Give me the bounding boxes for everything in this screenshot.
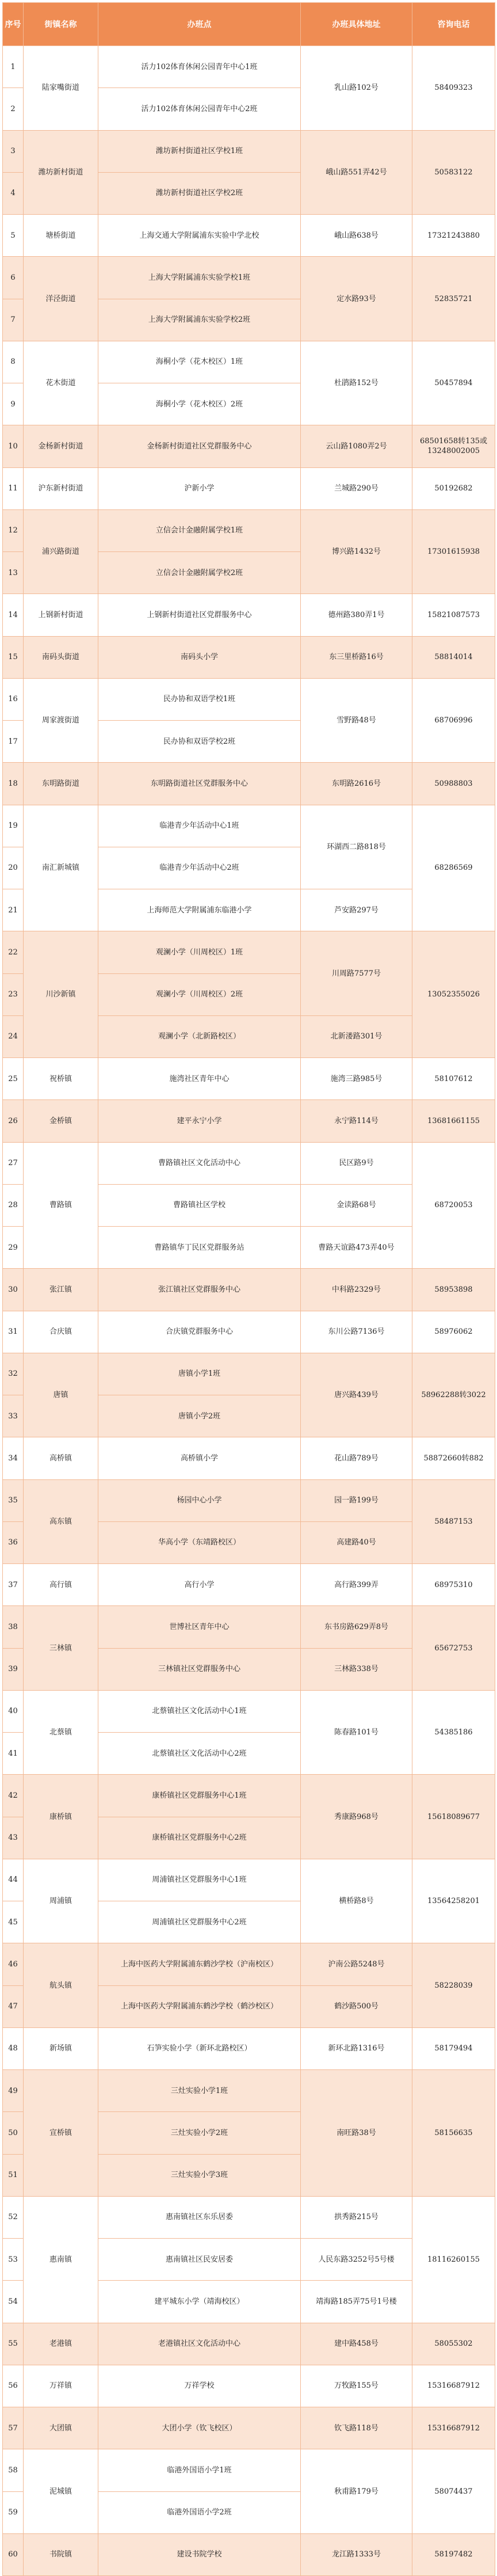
town-name: 高东镇 — [24, 1479, 98, 1564]
town-name: 老港镇 — [24, 2323, 98, 2365]
class-site: 立信会计金融附属学校2班 — [98, 552, 301, 594]
class-site: 三灶实验小学2班 — [98, 2112, 301, 2154]
site-address: 北新溇路301号 — [301, 1015, 412, 1057]
site-address: 三林路338号 — [301, 1648, 412, 1690]
table-row — [3, 341, 495, 383]
class-site: 东明路街道社区党群服务中心 — [98, 763, 301, 805]
site-address: 新环北路1316号 — [301, 2027, 412, 2069]
schedule-table-container — [2, 2, 495, 2576]
class-site: 临港外国语小学2班 — [98, 2491, 301, 2533]
table-body — [3, 46, 495, 2576]
row-number: 56 — [3, 2365, 24, 2407]
table-row — [3, 1100, 495, 1142]
site-address: 施湾三路985号 — [301, 1058, 412, 1100]
site-address: 曹路天谊路473弄40号 — [301, 1227, 412, 1269]
class-site: 建平城东小学（靖海校区） — [98, 2281, 301, 2323]
contact-phone: 58156635 — [412, 2070, 495, 2197]
contact-phone: 50988803 — [412, 763, 495, 805]
site-address: 建中路458号 — [301, 2323, 412, 2365]
table-row — [3, 2449, 495, 2491]
site-address: 雪野路48号 — [301, 678, 412, 763]
class-site: 惠南镇社区民安居委 — [98, 2239, 301, 2281]
town-name: 花木街道 — [24, 341, 98, 425]
contact-phone: 58197482 — [412, 2533, 495, 2575]
row-number: 14 — [3, 594, 24, 636]
table-header-row — [3, 3, 495, 46]
site-address: 德州路380弄1号 — [301, 594, 412, 636]
row-number: 8 — [3, 341, 24, 383]
contact-phone: 18116260155 — [412, 2196, 495, 2323]
site-address: 人民东路3252号5号楼 — [301, 2239, 412, 2281]
contact-phone: 58409323 — [412, 46, 495, 131]
row-number: 33 — [3, 1395, 24, 1437]
row-number: 48 — [3, 2027, 24, 2069]
class-site: 康桥镇社区党群服务中心1班 — [98, 1775, 301, 1817]
site-address: 南旺路38号 — [301, 2070, 412, 2197]
row-number: 29 — [3, 1227, 24, 1269]
row-number: 38 — [3, 1606, 24, 1648]
class-site: 杨园中心小学 — [98, 1479, 301, 1521]
contact-phone: 52835721 — [412, 257, 495, 341]
class-site: 建平永宁小学 — [98, 1100, 301, 1142]
class-site: 石笋实验小学（新环北路校区） — [98, 2027, 301, 2069]
site-address: 永宁路114号 — [301, 1100, 412, 1142]
row-number: 39 — [3, 1648, 24, 1690]
class-site: 沪新小学 — [98, 467, 301, 509]
row-number: 13 — [3, 552, 24, 594]
site-address: 兰城路290号 — [301, 467, 412, 509]
class-site: 活力102体育休闲公园青年中心2班 — [98, 88, 301, 130]
contact-phone: 58179494 — [412, 2027, 495, 2069]
class-site: 三灶实验小学1班 — [98, 2070, 301, 2112]
header-phone: 咨询电话 — [412, 3, 495, 46]
class-site: 上海中医药大学附属浦东鹤沙学校（鹤沙校区） — [98, 1985, 301, 2027]
site-address: 博兴路1432号 — [301, 509, 412, 594]
header-town: 街镇名称 — [24, 3, 98, 46]
contact-phone: 68286569 — [412, 805, 495, 931]
row-number: 21 — [3, 889, 24, 931]
row-number: 47 — [3, 1985, 24, 2027]
contact-phone: 58487153 — [412, 1479, 495, 1564]
row-number: 20 — [3, 847, 24, 889]
site-address: 唐兴路439号 — [301, 1353, 412, 1437]
row-number: 58 — [3, 2449, 24, 2491]
table-row — [3, 1606, 495, 1648]
town-name: 塘桥街道 — [24, 215, 98, 257]
town-name: 航头镇 — [24, 1943, 98, 2028]
table-row — [3, 805, 495, 847]
row-number: 44 — [3, 1859, 24, 1901]
row-number: 31 — [3, 1311, 24, 1353]
site-address: 定水路93号 — [301, 257, 412, 341]
table-row — [3, 2407, 495, 2449]
contact-phone: 15618089677 — [412, 1775, 495, 1859]
site-address: 花山路789号 — [301, 1437, 412, 1479]
table-row — [3, 2196, 495, 2238]
town-name: 周家渡街道 — [24, 678, 98, 763]
site-address: 东明路2616号 — [301, 763, 412, 805]
row-number: 30 — [3, 1269, 24, 1311]
row-number: 36 — [3, 1521, 24, 1563]
class-site: 建设书院学校 — [98, 2533, 301, 2575]
row-number: 49 — [3, 2070, 24, 2112]
class-site: 高行小学 — [98, 1564, 301, 1606]
class-site: 上海交通大学附属浦东实验中学北校 — [98, 215, 301, 257]
row-number: 41 — [3, 1733, 24, 1775]
town-name: 合庆镇 — [24, 1311, 98, 1353]
class-site: 三灶实验小学3班 — [98, 2154, 301, 2196]
class-site: 大团小学（钦飞校区） — [98, 2407, 301, 2449]
class-site: 北蔡镇社区文化活动中心2班 — [98, 1733, 301, 1775]
contact-phone: 15316687912 — [412, 2365, 495, 2407]
row-number: 53 — [3, 2239, 24, 2281]
class-site: 上海大学附属浦东实验学校1班 — [98, 257, 301, 299]
town-name: 沪东新村街道 — [24, 467, 98, 509]
town-name: 浦兴路街道 — [24, 509, 98, 594]
town-name: 潍坊新村街道 — [24, 130, 98, 215]
site-address: 云山路1080弄2号 — [301, 425, 412, 467]
site-address: 靖海路185弄75号1号楼 — [301, 2281, 412, 2323]
site-address: 钦飞路118号 — [301, 2407, 412, 2449]
row-number: 7 — [3, 299, 24, 341]
class-site: 上海师范大学附属浦东临港小学 — [98, 889, 301, 931]
town-name: 南码头街道 — [24, 636, 98, 678]
table-row — [3, 1269, 495, 1311]
class-site: 华高小学（东靖路校区） — [98, 1521, 301, 1563]
contact-phone: 58055302 — [412, 2323, 495, 2365]
site-address: 陈春路101号 — [301, 1690, 412, 1775]
header-site: 办班点 — [98, 3, 301, 46]
town-name: 张江镇 — [24, 1269, 98, 1311]
row-number: 2 — [3, 88, 24, 130]
contact-phone: 68975310 — [412, 1564, 495, 1606]
site-address: 高建路40号 — [301, 1521, 412, 1563]
town-name: 新场镇 — [24, 2027, 98, 2069]
table-row — [3, 1058, 495, 1100]
row-number: 37 — [3, 1564, 24, 1606]
town-name: 祝桥镇 — [24, 1058, 98, 1100]
class-site: 临港青少年活动中心1班 — [98, 805, 301, 847]
class-site: 金杨新村街道社区党群服务中心 — [98, 425, 301, 467]
class-site: 海桐小学（花木校区）1班 — [98, 341, 301, 383]
contact-phone: 13564258201 — [412, 1859, 495, 1943]
row-number: 19 — [3, 805, 24, 847]
contact-phone: 58962288转3022 — [412, 1353, 495, 1437]
town-name: 泥城镇 — [24, 2449, 98, 2534]
row-number: 11 — [3, 467, 24, 509]
table-row — [3, 2070, 495, 2112]
row-number: 12 — [3, 509, 24, 551]
class-site: 周浦镇社区党群服务中心2班 — [98, 1901, 301, 1943]
row-number: 28 — [3, 1184, 24, 1226]
contact-phone: 58228039 — [412, 1943, 495, 2028]
row-number: 15 — [3, 636, 24, 678]
table-row — [3, 1311, 495, 1353]
class-site: 万祥学校 — [98, 2365, 301, 2407]
class-site: 世博社区青年中心 — [98, 1606, 301, 1648]
table-row — [3, 257, 495, 299]
class-site: 唐镇小学1班 — [98, 1353, 301, 1395]
table-row — [3, 636, 495, 678]
town-name: 三林镇 — [24, 1606, 98, 1691]
row-number: 9 — [3, 383, 24, 425]
table-row — [3, 1775, 495, 1817]
row-number: 6 — [3, 257, 24, 299]
row-number: 51 — [3, 2154, 24, 2196]
row-number: 18 — [3, 763, 24, 805]
contact-phone: 13681661155 — [412, 1100, 495, 1142]
site-address: 秋甫路179号 — [301, 2449, 412, 2534]
town-name: 金桥镇 — [24, 1100, 98, 1142]
class-site: 曹路镇社区学校 — [98, 1184, 301, 1226]
table-row — [3, 2365, 495, 2407]
contact-phone: 68706996 — [412, 678, 495, 763]
table-row — [3, 763, 495, 805]
class-site: 观澜小学（川周校区）2班 — [98, 973, 301, 1015]
town-name: 川沙新镇 — [24, 931, 98, 1058]
site-address: 东川公路7136号 — [301, 1311, 412, 1353]
site-address: 高行路399弄 — [301, 1564, 412, 1606]
table-row — [3, 509, 495, 551]
site-address: 芦安路297号 — [301, 889, 412, 931]
town-name: 康桥镇 — [24, 1775, 98, 1859]
site-address: 园一路199号 — [301, 1479, 412, 1521]
class-site: 北蔡镇社区文化活动中心1班 — [98, 1690, 301, 1732]
class-site: 施湾社区青年中心 — [98, 1058, 301, 1100]
table-row — [3, 215, 495, 257]
table-row — [3, 2027, 495, 2069]
site-address: 峨山路638号 — [301, 215, 412, 257]
class-site: 惠南镇社区东乐居委 — [98, 2196, 301, 2238]
site-address: 峨山路551弄42号 — [301, 130, 412, 215]
town-name: 陆家嘴街道 — [24, 46, 98, 131]
table-row — [3, 931, 495, 973]
contact-phone: 58872660转882 — [412, 1437, 495, 1479]
class-site: 周浦镇社区党群服务中心1班 — [98, 1859, 301, 1901]
site-address: 环湖西二路818号 — [301, 805, 412, 889]
table-row — [3, 1943, 495, 1985]
contact-phone: 17301615938 — [412, 509, 495, 594]
row-number: 42 — [3, 1775, 24, 1817]
row-number: 34 — [3, 1437, 24, 1479]
row-number: 24 — [3, 1015, 24, 1057]
class-site: 观澜小学（北新路校区） — [98, 1015, 301, 1057]
contact-phone: 68720053 — [412, 1142, 495, 1269]
contact-phone: 58953898 — [412, 1269, 495, 1311]
class-site: 上海大学附属浦东实验学校2班 — [98, 299, 301, 341]
site-address: 沪南公路5248号 — [301, 1943, 412, 1985]
town-name: 洋泾街道 — [24, 257, 98, 341]
class-site: 潍坊新村街道社区学校2班 — [98, 172, 301, 214]
row-number: 35 — [3, 1479, 24, 1521]
contact-phone: 68501658转135或13248002005 — [412, 425, 495, 467]
table-row — [3, 2533, 495, 2575]
row-number: 60 — [3, 2533, 24, 2575]
site-address: 民区路9号 — [301, 1142, 412, 1184]
class-site: 曹路镇华丁民区党群服务站 — [98, 1227, 301, 1269]
row-number: 10 — [3, 425, 24, 467]
row-number: 59 — [3, 2491, 24, 2533]
class-site: 民办协和双语学校1班 — [98, 678, 301, 720]
class-site: 观澜小学（川周校区）1班 — [98, 931, 301, 973]
site-address: 中科路2329号 — [301, 1269, 412, 1311]
table-row — [3, 594, 495, 636]
row-number: 46 — [3, 1943, 24, 1985]
row-number: 40 — [3, 1690, 24, 1732]
row-number: 4 — [3, 172, 24, 214]
town-name: 惠南镇 — [24, 2196, 98, 2323]
table-row — [3, 1690, 495, 1732]
town-name: 周浦镇 — [24, 1859, 98, 1943]
site-address: 川周路7577号 — [301, 931, 412, 1016]
header-address: 办班具体地址 — [301, 3, 412, 46]
site-address: 鹤沙路500号 — [301, 1985, 412, 2027]
town-name: 唐镇 — [24, 1353, 98, 1437]
row-number: 26 — [3, 1100, 24, 1142]
town-name: 大团镇 — [24, 2407, 98, 2449]
row-number: 16 — [3, 678, 24, 720]
row-number: 3 — [3, 130, 24, 172]
row-number: 32 — [3, 1353, 24, 1395]
class-site: 曹路镇社区文化活动中心 — [98, 1142, 301, 1184]
site-address: 金读路68号 — [301, 1184, 412, 1226]
row-number: 54 — [3, 2281, 24, 2323]
row-number: 50 — [3, 2112, 24, 2154]
row-number: 25 — [3, 1058, 24, 1100]
site-address: 东三里桥路16号 — [301, 636, 412, 678]
town-name: 宣桥镇 — [24, 2070, 98, 2197]
town-name: 高桥镇 — [24, 1437, 98, 1479]
row-number: 5 — [3, 215, 24, 257]
class-site: 立信会计金融附属学校1班 — [98, 509, 301, 551]
table-row — [3, 130, 495, 172]
town-name: 金杨新村街道 — [24, 425, 98, 467]
table-row — [3, 1353, 495, 1395]
contact-phone: 65672753 — [412, 1606, 495, 1691]
contact-phone: 58814014 — [412, 636, 495, 678]
table-row — [3, 425, 495, 467]
contact-phone: 58976062 — [412, 1311, 495, 1353]
row-number: 52 — [3, 2196, 24, 2238]
table-row — [3, 1479, 495, 1521]
row-number: 45 — [3, 1901, 24, 1943]
class-site: 合庆镇党群服务中心 — [98, 1311, 301, 1353]
town-name: 书院镇 — [24, 2533, 98, 2575]
table-row — [3, 2323, 495, 2365]
table-row — [3, 1142, 495, 1184]
class-site: 上钢新村街道社区党群服务中心 — [98, 594, 301, 636]
site-address: 东书房路629弄8号 — [301, 1606, 412, 1648]
contact-phone: 50457894 — [412, 341, 495, 425]
site-address: 万牧路155号 — [301, 2365, 412, 2407]
class-site: 唐镇小学2班 — [98, 1395, 301, 1437]
class-site: 高桥镇小学 — [98, 1437, 301, 1479]
row-number: 43 — [3, 1817, 24, 1859]
site-address: 横桥路8号 — [301, 1859, 412, 1943]
class-site-table — [2, 2, 495, 2576]
row-number: 1 — [3, 46, 24, 88]
contact-phone: 15821087573 — [412, 594, 495, 636]
town-name: 高行镇 — [24, 1564, 98, 1606]
contact-phone: 58107612 — [412, 1058, 495, 1100]
class-site: 临港外国语小学1班 — [98, 2449, 301, 2491]
table-row — [3, 1437, 495, 1479]
class-site: 活力102体育休闲公园青年中心1班 — [98, 46, 301, 88]
contact-phone: 17321243880 — [412, 215, 495, 257]
contact-phone: 50583122 — [412, 130, 495, 215]
class-site: 潍坊新村街道社区学校1班 — [98, 130, 301, 172]
class-site: 三林镇社区党群服务中心 — [98, 1648, 301, 1690]
site-address: 乳山路102号 — [301, 46, 412, 131]
contact-phone: 58074437 — [412, 2449, 495, 2534]
town-name: 北蔡镇 — [24, 1690, 98, 1775]
contact-phone: 15316687912 — [412, 2407, 495, 2449]
town-name: 万祥镇 — [24, 2365, 98, 2407]
town-name: 南汇新城镇 — [24, 805, 98, 931]
table-row — [3, 46, 495, 88]
contact-phone: 13052355026 — [412, 931, 495, 1058]
contact-phone: 50192682 — [412, 467, 495, 509]
class-site: 海桐小学（花木校区）2班 — [98, 383, 301, 425]
class-site: 临港青少年活动中心2班 — [98, 847, 301, 889]
row-number: 27 — [3, 1142, 24, 1184]
table-row — [3, 1564, 495, 1606]
site-address: 拱秀路215号 — [301, 2196, 412, 2238]
town-name: 东明路街道 — [24, 763, 98, 805]
town-name: 曹路镇 — [24, 1142, 98, 1269]
site-address: 秀康路968号 — [301, 1775, 412, 1859]
class-site: 老港镇社区文化活动中心 — [98, 2323, 301, 2365]
table-row — [3, 678, 495, 720]
row-number: 23 — [3, 973, 24, 1015]
class-site: 康桥镇社区党群服务中心2班 — [98, 1817, 301, 1859]
row-number: 17 — [3, 721, 24, 763]
header-no: 序号 — [3, 3, 24, 46]
class-site: 民办协和双语学校2班 — [98, 721, 301, 763]
row-number: 57 — [3, 2407, 24, 2449]
row-number: 22 — [3, 931, 24, 973]
class-site: 南码头小学 — [98, 636, 301, 678]
contact-phone: 54385186 — [412, 1690, 495, 1775]
site-address: 龙江路1333号 — [301, 2533, 412, 2575]
site-address: 杜鹃路152号 — [301, 341, 412, 425]
table-row — [3, 467, 495, 509]
town-name: 上钢新村街道 — [24, 594, 98, 636]
class-site: 张江镇社区党群服务中心 — [98, 1269, 301, 1311]
table-row — [3, 1859, 495, 1901]
row-number: 55 — [3, 2323, 24, 2365]
class-site: 上海中医药大学附属浦东鹤沙学校（沪南校区） — [98, 1943, 301, 1985]
